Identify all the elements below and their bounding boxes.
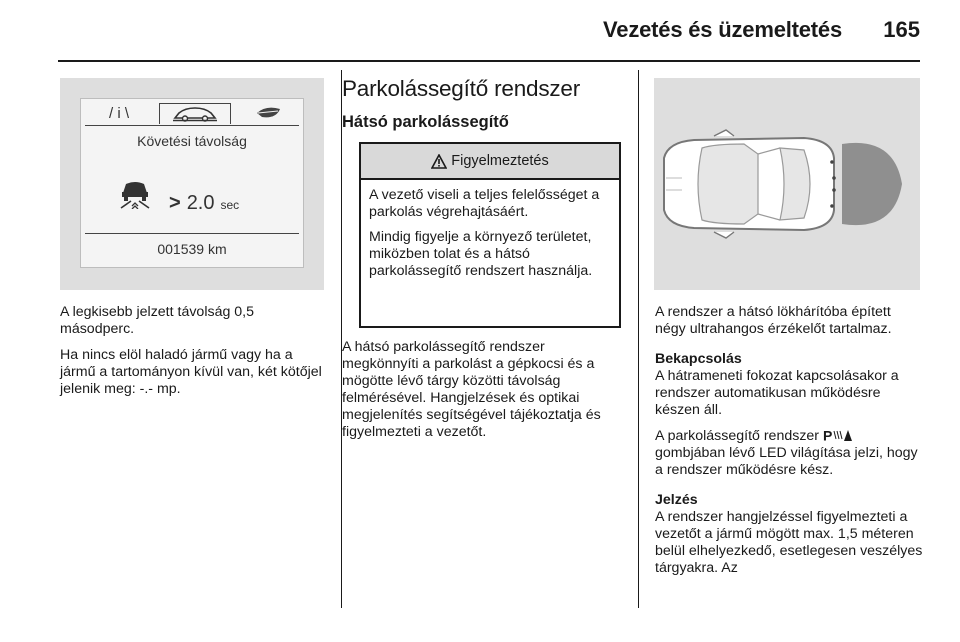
column-divider-right (638, 70, 639, 608)
left-column-text (60, 304, 328, 407)
warning-box (359, 142, 621, 328)
paragraph-end: gombjában lévő LED világítása jelzi, hogy a rendszer működésre kész. (655, 445, 918, 478)
page-number: 165 (883, 17, 920, 42)
warning-body (361, 180, 619, 280)
page-header (0, 0, 960, 62)
distance-unit: sec (220, 198, 240, 212)
header-title: Vezetés és üzemeltetés (603, 17, 842, 42)
warning-header (361, 144, 619, 180)
header-rule (58, 60, 920, 62)
warning-paragraph: A vezető viseli a teljes felelősséget a parkolás végrehajtásáért. (369, 187, 600, 220)
section-title: Parkolássegítő rendszer (342, 76, 581, 101)
sensor-zone (842, 143, 902, 225)
leaf-icon (254, 105, 284, 121)
display-tab-car (159, 103, 231, 124)
middle-body-text: A hátsó parkolássegítő rendszer megkönnyíti a parkolást a gépkocsi és a mögötte lévő tárgy közötti távolság felmérésével. Hangjelzések és optikai megjelenítés segítségével tájékoztatja és figyelmezteti a vezetőt. (342, 339, 601, 440)
display-heading: Követési távolság (137, 133, 247, 149)
odometer: 001539 km (157, 241, 227, 257)
paragraph-start: A parkolássegítő rendszer (655, 428, 820, 444)
driver-info-display (80, 98, 304, 268)
warning-triangle-icon (431, 154, 447, 169)
tab-info-label: / i \ (108, 104, 129, 122)
display-top-line (85, 125, 299, 126)
paragraph (655, 428, 923, 479)
distance-value: 2.0 (186, 192, 215, 214)
paragraph: A legkisebb jelzett távolság 0,5 másodperc. (60, 304, 255, 337)
paragraph: A hátrameneti fokozat kapcsolásakor a rendszer automatikusan működésre készen áll. (655, 368, 899, 418)
following-distance-readout (117, 179, 239, 215)
car-top-view-illustration (654, 78, 920, 290)
display-tab-info (95, 103, 143, 123)
section-subtitle: Hátsó parkolássegítő (342, 113, 509, 131)
paragraph: A rendszer hangjelzéssel figyelmezteti a vezetőt a jármű mögött max. 1,5 méteren belül elhelyezkedő, esetlegesen veszélyes tárgyakra. Az (655, 509, 923, 576)
display-tab-eco (245, 103, 293, 123)
subheading-signal: Jelzés (655, 492, 698, 508)
warning-paragraph: Mindig figyelje a környező területet, miközben tolat és a hátsó parkolássegítő rendszert használja. (369, 229, 593, 279)
right-column-text (655, 304, 923, 586)
park-assist-button-icon (823, 428, 853, 442)
svg-text:P: P (823, 428, 833, 442)
paragraph: Ha nincs elöl haladó jármű vagy ha a jármű a tartományon kívül van, két kötőjel jelenik meg: -.- mp. (60, 347, 322, 397)
value-prefix: > (169, 192, 181, 214)
subheading-activation: Bekapcsolás (655, 351, 742, 367)
car-icon (171, 106, 219, 122)
dashboard-display-figure (60, 78, 324, 290)
rear-sensor-figure (654, 78, 920, 290)
paragraph: A rendszer a hátsó lökhárítóba épített négy ultrahangos érzékelőt tartalmaz. (655, 304, 892, 337)
display-bottom-line (85, 233, 299, 234)
vehicle-ahead-icon (117, 179, 153, 209)
warning-label: Figyelmeztetés (451, 153, 549, 169)
